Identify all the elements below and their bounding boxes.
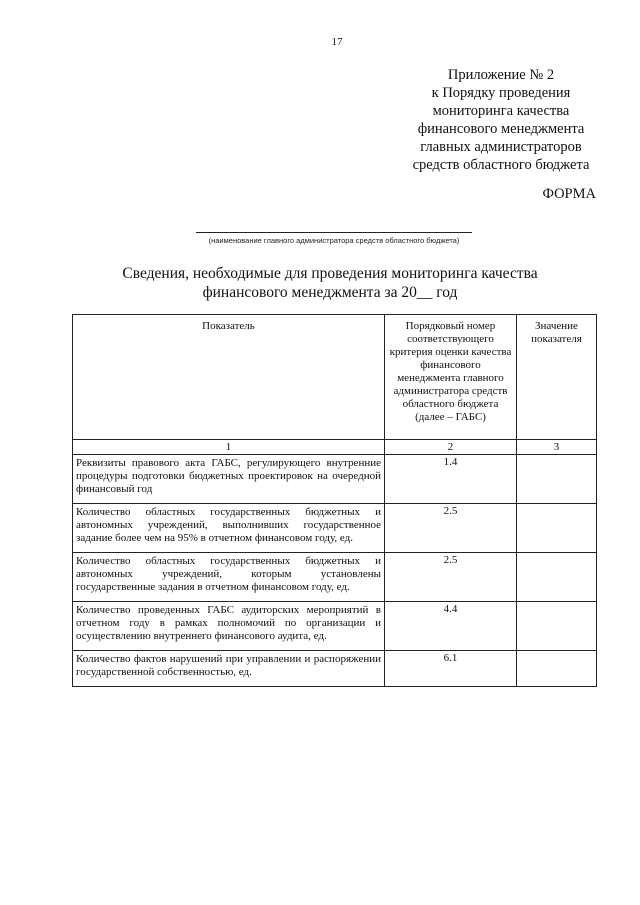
header-value: Значение показателя	[517, 315, 597, 440]
indicator-cell: Количество областных государственных бюджетных и автономных учреждений, которым установлены государственные задания в отчетном финансовом году, ед.	[73, 553, 385, 602]
header-criterion-number: Порядковый номер соответствующего критерия оценки качества финансового менеджмента главного администратора средств областного бюджета (далее – ГАБС)	[385, 315, 517, 440]
form-label: ФОРМА	[542, 186, 596, 202]
indicator-cell: Количество фактов нарушений при управлении и распоряжении государственной собственностью, ед.	[73, 651, 385, 687]
table-row	[73, 602, 597, 651]
annex-line: мониторинга качества	[432, 103, 570, 119]
value-cell[interactable]	[517, 455, 597, 504]
indicator-cell: Количество проведенных ГАБС аудиторских мероприятий в отчетном году в рамках полномочий по организации и осуществлению внутреннего финансового аудита, ед.	[73, 602, 385, 651]
criterion-code-cell: 4.4	[385, 602, 517, 651]
value-cell[interactable]	[517, 651, 597, 687]
table-row	[73, 455, 597, 504]
table-row	[73, 553, 597, 602]
indicators-table	[72, 314, 597, 687]
criterion-code-cell: 1.4	[385, 455, 517, 504]
annex-line: средств областного бюджета	[412, 157, 590, 173]
column-number: 2	[385, 440, 517, 455]
title-line: Сведения, необходимые для проведения мониторинга качества	[122, 265, 538, 282]
document-title	[60, 264, 600, 302]
title-line: финансового менеджмента за 20__ год	[202, 284, 458, 301]
indicator-cell: Количество областных государственных бюджетных и автономных учреждений, выполнивших государственное задание более чем на 95% в отчетном финансовом году, ед.	[73, 504, 385, 553]
column-number-row	[73, 440, 597, 455]
value-cell[interactable]	[517, 504, 597, 553]
table-row	[73, 504, 597, 553]
annex-line: главных администраторов	[420, 139, 582, 155]
column-number: 3	[517, 440, 597, 455]
annex-block	[396, 66, 606, 174]
annex-line: финансового менеджмента	[417, 121, 585, 137]
criterion-code-cell: 6.1	[385, 651, 517, 687]
header-indicator: Показатель	[73, 315, 385, 440]
org-name-line	[196, 232, 472, 233]
page-number: 17	[331, 36, 343, 48]
table-header-row	[73, 315, 597, 440]
table-row	[73, 651, 597, 687]
annex-line: Приложение № 2	[447, 67, 555, 83]
indicator-cell: Реквизиты правового акта ГАБС, регулирующего внутренние процедуры подготовки бюджетных проектировок на очередной финансовый год	[73, 455, 385, 504]
org-name-caption: (наименование главного администратора средств областного бюджета)	[208, 236, 460, 245]
annex-line: к Порядку проведения	[431, 85, 571, 101]
value-cell[interactable]	[517, 553, 597, 602]
criterion-code-cell: 2.5	[385, 553, 517, 602]
criterion-code-cell: 2.5	[385, 504, 517, 553]
value-cell[interactable]	[517, 602, 597, 651]
column-number: 1	[73, 440, 385, 455]
